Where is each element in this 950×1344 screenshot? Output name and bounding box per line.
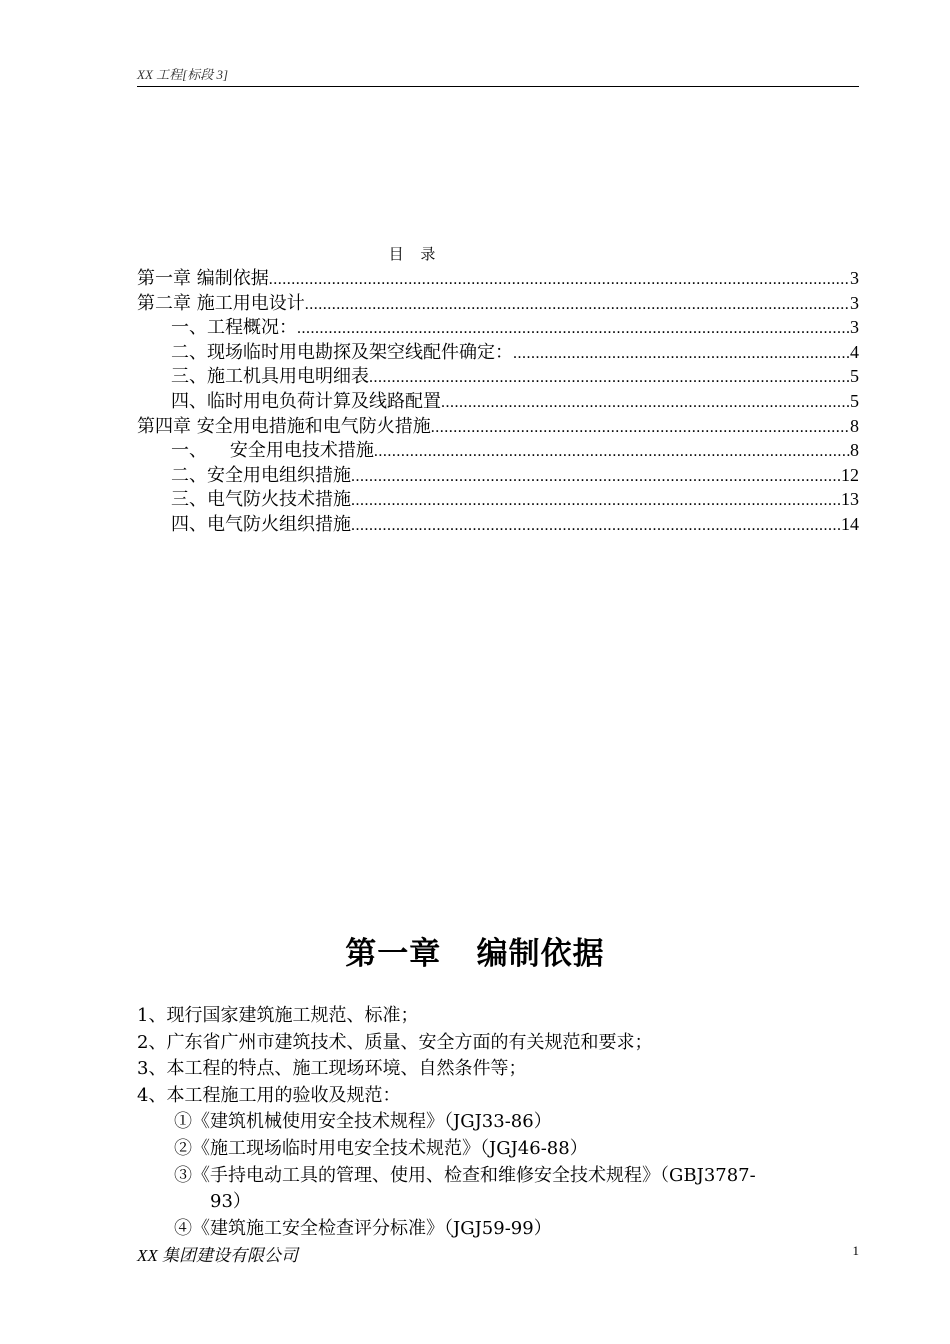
toc-entry-label: 第四章 安全用电措施和电气防火措施 bbox=[137, 415, 431, 437]
footer-company: XX 集团建设有限公司 bbox=[137, 1246, 299, 1265]
toc-entry[interactable] bbox=[137, 364, 859, 389]
toc-entry[interactable] bbox=[137, 512, 859, 537]
toc-entry-label: 第二章 施工用电设计 bbox=[137, 292, 305, 314]
toc-entry-label: 三、施工机具用电明细表 bbox=[171, 366, 369, 388]
toc-dot-leader bbox=[269, 268, 850, 293]
toc-entry-page: 13 bbox=[841, 489, 859, 510]
basis-item: 4、本工程施工用的验收及规范： bbox=[137, 1084, 401, 1106]
toc-dot-leader bbox=[297, 317, 850, 342]
toc-dot-leader bbox=[305, 293, 850, 318]
toc-entry[interactable] bbox=[137, 487, 859, 512]
toc-entry[interactable] bbox=[137, 389, 859, 414]
header-text: XX 工程[标段 3] bbox=[137, 67, 229, 82]
toc-entry-page: 8 bbox=[850, 415, 859, 436]
toc-entry-page: 4 bbox=[850, 341, 859, 362]
toc-entry[interactable] bbox=[137, 340, 859, 365]
toc-entry-label: 一、工程概况： bbox=[171, 317, 297, 339]
page-number: 1 bbox=[852, 1243, 859, 1258]
standard-item: ③《手持电动工具的管理、使用、检查和维修安全技术规程》（GBJ3787- bbox=[174, 1164, 756, 1186]
toc-dot-leader bbox=[431, 416, 850, 441]
toc-entry-label: 二、安全用电组织措施 bbox=[171, 464, 351, 486]
toc-entry[interactable] bbox=[137, 266, 859, 291]
chapter-title: 第一章 编制依据 bbox=[345, 936, 605, 972]
toc-dot-leader bbox=[351, 465, 841, 490]
toc-entry-label: 四、临时用电负荷计算及线路配置 bbox=[171, 390, 441, 412]
table-of-contents bbox=[137, 266, 859, 537]
page-header bbox=[137, 64, 859, 87]
toc-entry-page: 14 bbox=[841, 513, 859, 534]
toc-entry[interactable] bbox=[137, 315, 859, 340]
toc-entry-label: 三、电气防火技术措施 bbox=[171, 489, 351, 511]
toc-dot-leader bbox=[374, 440, 850, 465]
toc-dot-leader bbox=[369, 366, 850, 391]
standard-item: ④《建筑施工安全检查评分标准》（JGJ59-99） bbox=[174, 1217, 552, 1239]
toc-title: 目 录 bbox=[388, 245, 442, 263]
standard-item-continuation: 93） bbox=[210, 1191, 251, 1213]
standard-item: ②《施工现场临时用电安全技术规范》（JGJ46-88） bbox=[174, 1137, 588, 1159]
toc-entry[interactable] bbox=[137, 291, 859, 316]
toc-entry-page: 5 bbox=[850, 366, 859, 387]
toc-entry-label: 二、现场临时用电勘探及架空线配件确定： bbox=[171, 341, 513, 363]
toc-dot-leader bbox=[513, 342, 850, 367]
toc-entry-label: 四、电气防火组织措施 bbox=[171, 513, 351, 535]
toc-entry-page: 8 bbox=[850, 440, 859, 461]
toc-entry[interactable] bbox=[137, 438, 859, 463]
toc-entry-page: 3 bbox=[850, 292, 859, 313]
toc-entry[interactable] bbox=[137, 414, 859, 439]
toc-entry-page: 5 bbox=[850, 390, 859, 411]
toc-entry-page: 3 bbox=[850, 268, 859, 288]
toc-dot-leader bbox=[441, 391, 850, 416]
basis-list bbox=[137, 1003, 867, 1242]
page-footer bbox=[137, 1241, 859, 1265]
toc-entry-label: 一、 安全用电技术措施 bbox=[171, 440, 374, 462]
toc-entry-label: 第一章 编制依据 bbox=[137, 268, 269, 289]
basis-item: 1、现行国家建筑施工规范、标准； bbox=[137, 1005, 419, 1026]
basis-item: 2、广东省广州市建筑技术、质量、安全方面的有关规范和要求； bbox=[137, 1031, 653, 1053]
toc-dot-leader bbox=[351, 489, 841, 514]
toc-entry-page: 12 bbox=[841, 464, 859, 485]
basis-item: 3、本工程的特点、施工现场环境、自然条件等； bbox=[137, 1058, 527, 1080]
standard-item: ①《建筑机械使用安全技术规程》（JGJ33-86） bbox=[174, 1111, 552, 1133]
toc-dot-leader bbox=[351, 514, 841, 539]
toc-entry[interactable] bbox=[137, 463, 859, 488]
toc-entry-page: 3 bbox=[850, 317, 859, 338]
